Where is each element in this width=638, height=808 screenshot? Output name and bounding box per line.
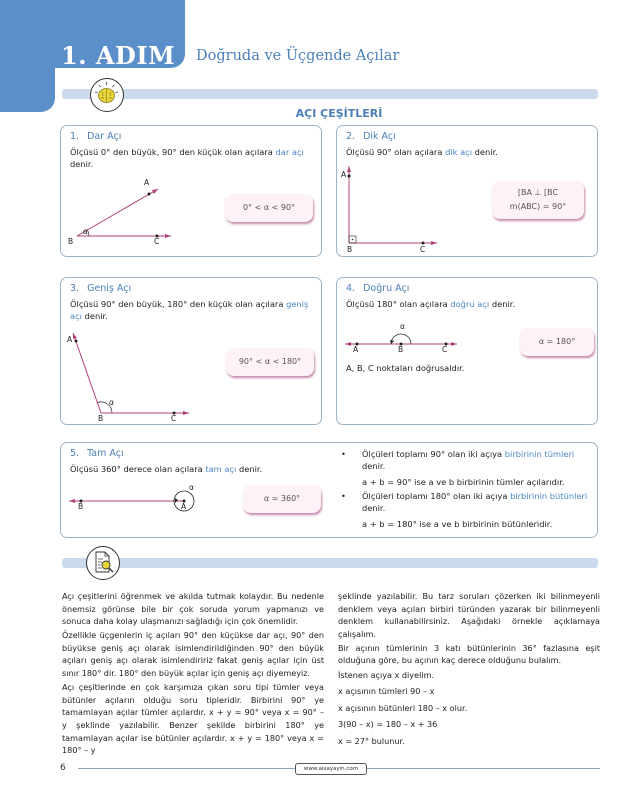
formula-box: 90° < α < 180° bbox=[226, 348, 314, 376]
alpha-label: α bbox=[400, 322, 405, 331]
card-acute-angle bbox=[60, 125, 322, 257]
paragraph: Açı çeşitlerini öğrenmek ve akılda tutmak kolaydır. Bu nedenle önemsiz görünse bile bir çok soruda yorum yapmanızı ve sonuca daha kolay ulaşmanızı sağladığı için çok önemlidir. bbox=[62, 591, 324, 627]
point-label-c: C bbox=[420, 245, 426, 254]
bullet-marker: • bbox=[341, 449, 346, 459]
document-search-icon bbox=[86, 546, 120, 580]
point-label-b: B bbox=[98, 414, 104, 423]
chapter-subtitle: Doğruda ve Üçgende Açılar bbox=[196, 48, 400, 64]
point-label-a: A bbox=[144, 178, 150, 187]
solution-line: x açısının bütünleri 180 – x olur. bbox=[338, 702, 468, 713]
footer-rule-left bbox=[78, 768, 296, 769]
formula-box: [BA ⊥ [BC m(ABC) = 90° bbox=[492, 181, 584, 219]
formula-box: α = 180° bbox=[520, 328, 594, 356]
point-label-c: C bbox=[171, 414, 177, 423]
explanation-band bbox=[62, 558, 598, 568]
page-number: 6 bbox=[60, 763, 66, 773]
alpha-label: α bbox=[189, 483, 194, 492]
card-right-angle bbox=[336, 125, 598, 257]
body-right-column bbox=[338, 590, 600, 752]
solution-line: 3(90 – x) = 180 – x + 36 bbox=[338, 719, 438, 730]
point-label-a: A bbox=[181, 502, 187, 511]
alpha-label: α bbox=[83, 227, 88, 236]
card-definition: Ölçüsü 180° olan açılara doğru açı denir. bbox=[346, 299, 516, 309]
alpha-label: α bbox=[109, 398, 114, 407]
point-label-a: A bbox=[353, 345, 359, 354]
equation-complementary: a + b = 90° ise a ve b birbirinin tümler açılarıdır. bbox=[362, 477, 565, 487]
card-straight-angle bbox=[336, 277, 598, 425]
solution-line: x = 27° bulunur. bbox=[338, 735, 405, 746]
card-definition: Ölçüsü 0° den büyük, 90° den küçük olan açılara dar açı denir. bbox=[70, 147, 304, 169]
solution-steps bbox=[338, 669, 600, 748]
body-left-column bbox=[62, 590, 324, 758]
section-title: AÇI ÇEŞİTLERİ bbox=[295, 107, 383, 120]
paragraph: Özellikle üçgenlerin iç açıları 90° den küçükse dar açı, 90° den büyükse geniş açı olarak isimlendirildiğinden 90° den büyük açıları geniş açı olarak isimlendiririz fakat geniş açılar için üst sınır 180° dir. 180° den büyük açılar için geniş açı diyemeyiz. bbox=[62, 630, 324, 679]
point-label-b: B bbox=[68, 237, 74, 246]
card-obtuse-angle bbox=[60, 277, 322, 425]
point-label-b: B bbox=[78, 502, 84, 511]
card-title: 3. Geniş Açı bbox=[70, 283, 132, 294]
point-label-b: B bbox=[347, 245, 353, 254]
formula-box: 0° < α < 90° bbox=[225, 194, 313, 222]
card-title: 5. Tam Açı bbox=[70, 448, 124, 459]
point-label-a: A bbox=[67, 335, 73, 344]
section-band bbox=[62, 89, 598, 99]
card-title: 1. Dar Açı bbox=[70, 131, 122, 142]
bullet-complementary: • Ölçüleri toplamı 90° olan iki açıya birbirinin tümleri denir. bbox=[341, 449, 575, 471]
formula-box: α = 360° bbox=[243, 485, 321, 513]
solution-line: x açısının tümleri 90 – x bbox=[338, 686, 435, 697]
card-definition: Ölçüsü 90° olan açılara dik açı denir. bbox=[346, 147, 498, 157]
equation-supplementary: a + b = 180° ise a ve b birbirinin bütünleridir. bbox=[362, 519, 553, 529]
point-label-c: C bbox=[442, 345, 448, 354]
card-definition: Ölçüsü 360° derece olan açılara tam açı denir. bbox=[70, 464, 263, 474]
card-title: 2. Dik Açı bbox=[346, 131, 396, 142]
paragraph: şeklinde yazılabilir. Bu tarz soruları çözerken iki bilinmeyenli denklem veya açıları birbiri türünden yazarak bir bilinmeyenli denklem kullanabilirsiniz. Aşağıdaki örnekle açıklamaya çalışalım. bbox=[338, 591, 600, 639]
paragraph: Bir açının tümlerinin 3 katı bütünlerinin 36° fazlasına eşit olduğuna göre, bu açının kaç derece olduğunu bulalım. bbox=[338, 642, 600, 666]
bullet-supplementary: • Ölçüleri toplamı 180° olan iki açıya birbirinin bütünleri denir. bbox=[341, 491, 588, 513]
complementary-supplementary-list bbox=[336, 448, 598, 532]
solution-line: İstenen açıya x diyelim. bbox=[338, 669, 435, 680]
acute-angle-figure bbox=[61, 126, 323, 258]
card-title: 4. Doğru Açı bbox=[346, 283, 410, 294]
step-title: 1. ADIM bbox=[61, 41, 176, 70]
card-definition: Ölçüsü 90° den büyük, 180° den küçük olan açılara geniş açı denir. bbox=[70, 299, 309, 321]
bullet-marker: • bbox=[341, 491, 346, 501]
paragraph: Açı çeşitlerinde en çok karşımıza çıkan soru tipi tümler veya bütünler açıların olduğu soru tipleridir. Birbirini 90° ye tamamlayan açılar tümler açılardır. x + y = 90° veya x = 90° – y şeklinde yazılabilir. Benzer şekilde birbirini 180° ye tamamlayan açılar ise bütünler açılardır. x + y = 180° veya x = 180° – y bbox=[62, 682, 324, 756]
point-label-b: B bbox=[398, 345, 404, 354]
publisher-url[interactable]: www.aisayayin.com bbox=[295, 763, 367, 775]
footer-rule-right bbox=[366, 768, 600, 769]
point-label-a: A bbox=[341, 170, 347, 179]
collinear-note: A, B, C noktaları doğrusaldır. bbox=[346, 363, 465, 373]
point-label-c: C bbox=[154, 237, 160, 246]
